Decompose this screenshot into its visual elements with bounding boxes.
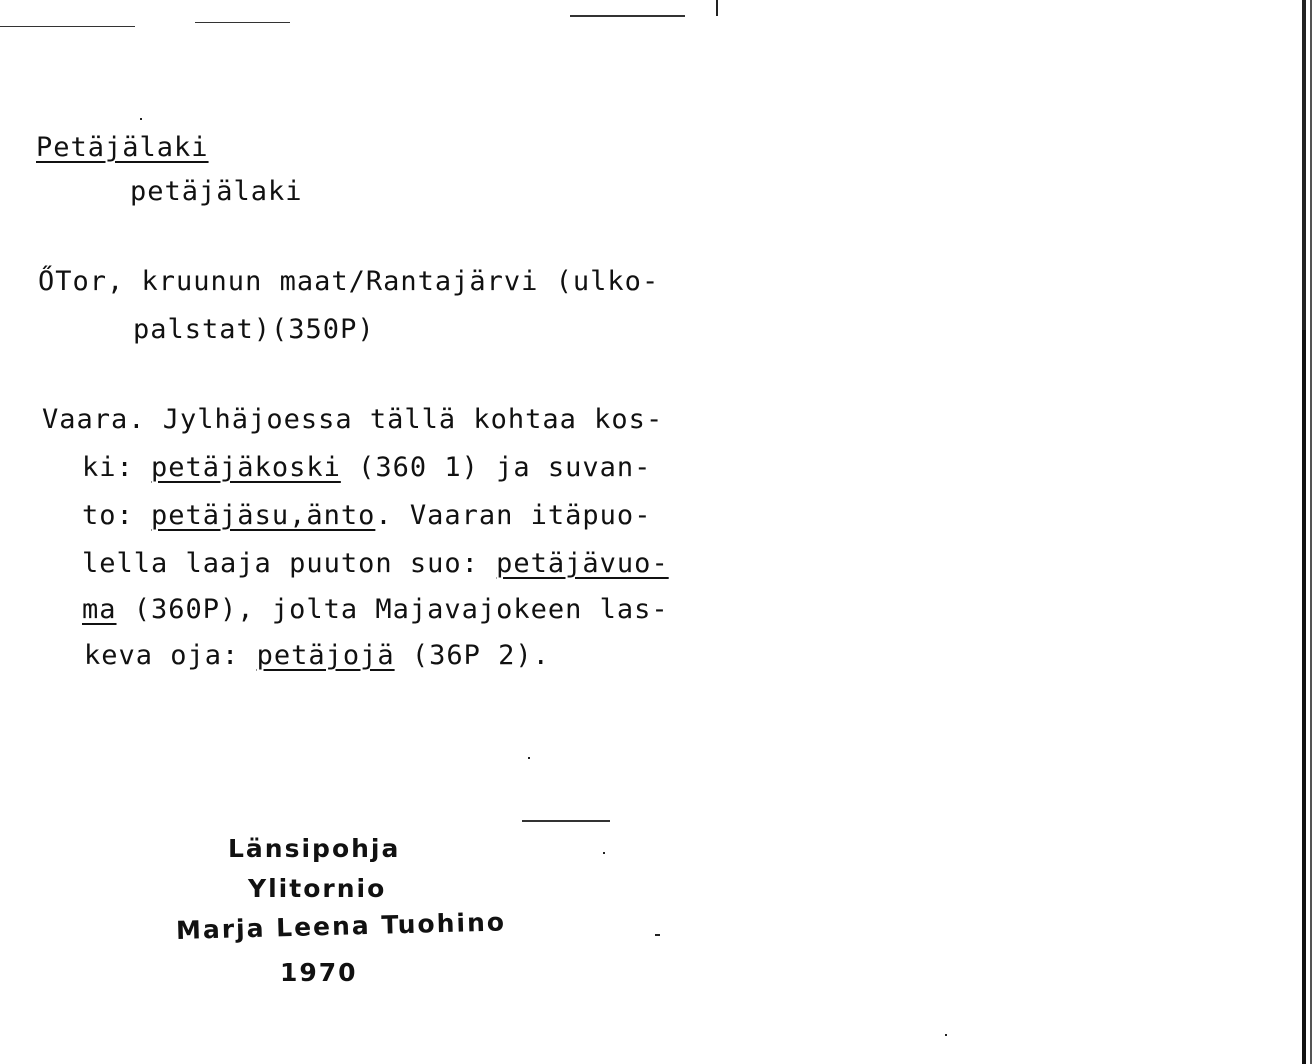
stamp-region: Länsipohja [228,834,401,863]
scan-tick-top [716,0,718,16]
scan-mark-top-mid [195,22,290,23]
description-text: (36P 2). [394,640,550,671]
stamp-collector: Marja Leena Tuohino [175,907,507,945]
description-text: to: [82,500,152,531]
description-text: . Vaaran itäpuo- [375,500,652,531]
card-edge-shadow [1302,0,1306,1064]
scan-speck [528,757,530,759]
scan-mark-mid [522,820,610,822]
description-text: (360 1) ja suvan- [340,452,652,483]
description-text: keva oja: [84,640,257,671]
location-line-1: ŐTor, kruunun maat/Rantajärvi (ulko- [38,266,660,297]
card-edge-line [1310,0,1312,1064]
description-text: Vaara. Jylhäjoessa tällä kohtaa kos- [42,404,664,435]
description-text: lella laaja puuton suo: [82,548,497,579]
place-name-term: petäjäkoski [151,452,341,483]
place-name-term: petäjävuo- [496,548,669,579]
scan-speck [945,1034,947,1036]
scan-speck [655,934,660,936]
entry-heading: Petäjälaki [36,132,209,163]
description-text: (360P), jolta Majavajokeen las- [116,594,669,625]
scan-mark-top-right [570,15,685,17]
place-name-term: ma [82,594,117,625]
scan-speck [603,852,605,854]
description-line-2 [82,452,651,484]
description-text: ki: [82,452,152,483]
stamp-parish: Ylitornio [248,874,387,903]
description-line-1 [42,404,663,436]
scan-mark-top-left [0,26,135,27]
place-name-term: petäjojä [256,640,395,671]
place-name-term: petäjäsu,änto [151,500,376,531]
description-line-4 [82,548,669,580]
location-line-2: palstat)(350P) [133,314,375,345]
description-line-6 [84,640,550,672]
stamp-year: 1970 [280,958,358,987]
scan-speck [140,118,142,120]
description-line-5 [82,594,669,626]
description-line-3 [82,500,651,532]
dialect-form: petäjälaki [130,176,303,207]
